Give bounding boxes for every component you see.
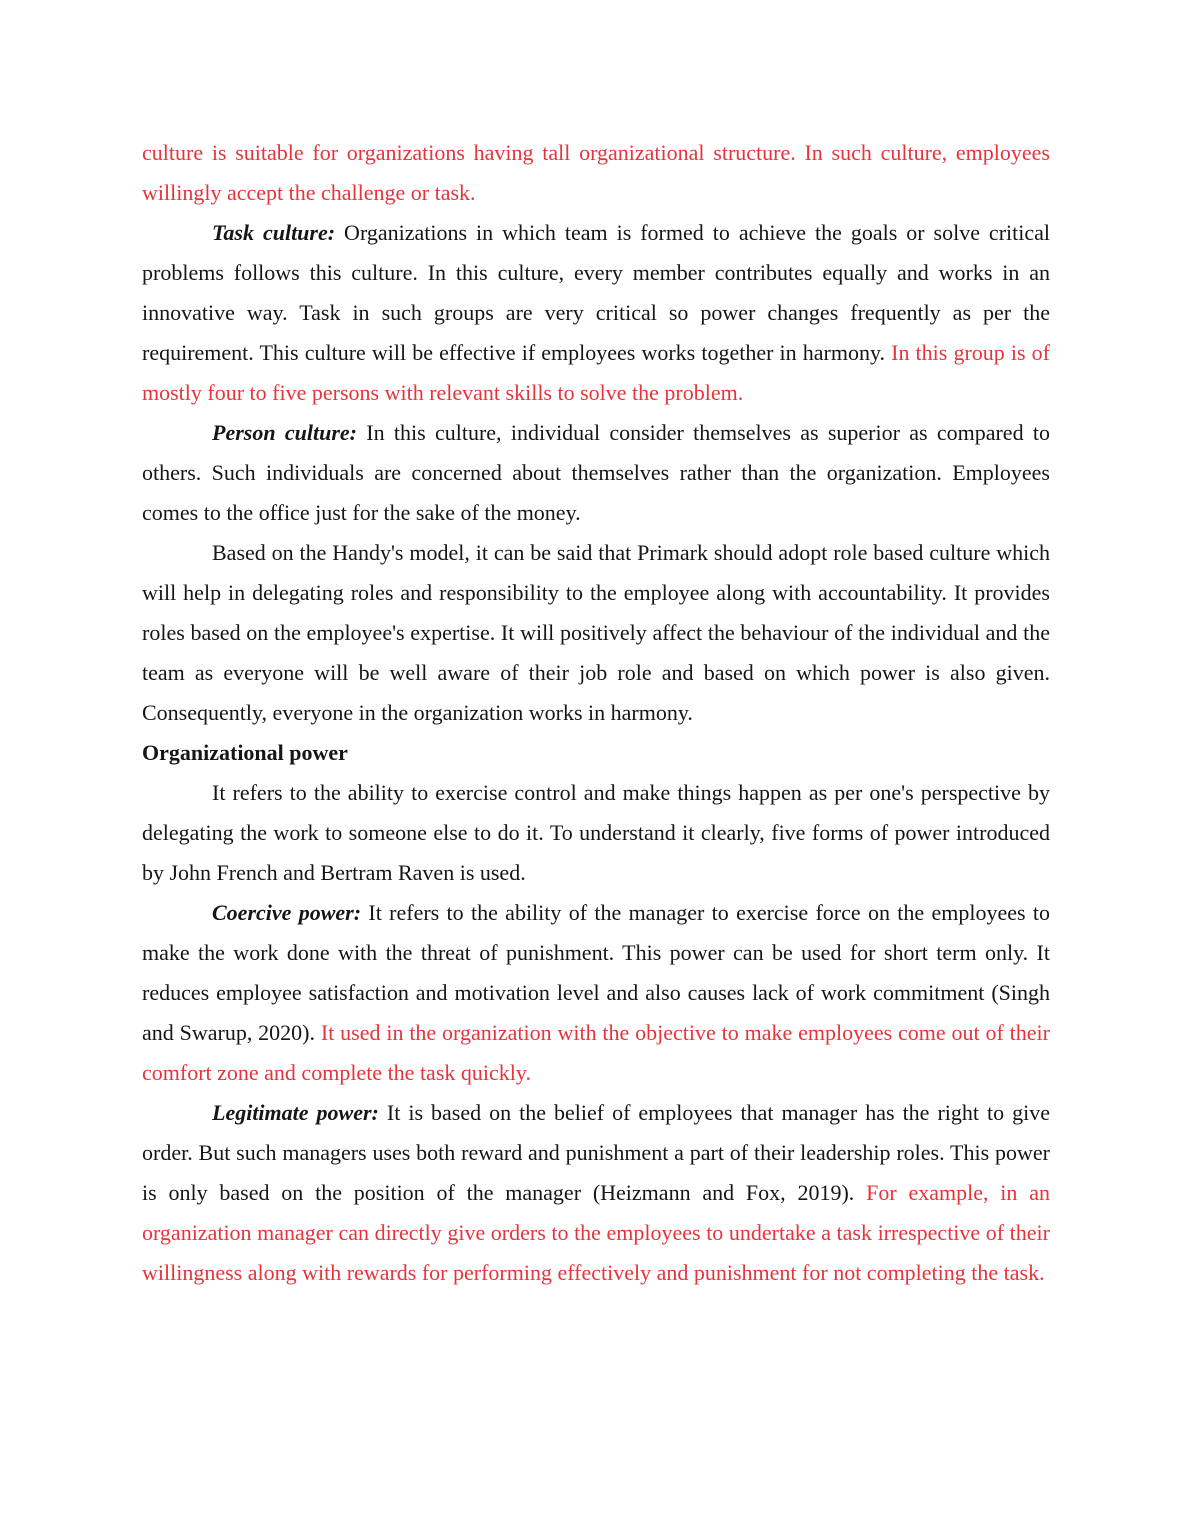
text-segment: Organizational power [142, 740, 348, 765]
highlighted-text-segment: It used in the organization with the objective to make employees come out of their comfort zone and complete the task quickly. [142, 1020, 1050, 1085]
highlighted-text-segment: culture is suitable for organizations having tall organizational structure. In such culture, employees willingly accept the challenge or task. [142, 140, 1050, 205]
text-segment: It refers to the ability of the manager to exercise force on the employees to make the work done with the threat of punishment. This power can be used for short term only. It reduces employee satisfaction and motivation level and also causes lack of work commitment (Singh and Swarup, 2020). [142, 900, 1050, 1045]
term-label-segment: Task culture: [212, 220, 336, 245]
paragraph [142, 213, 1050, 413]
term-label-segment: Coercive power: [212, 900, 362, 925]
highlighted-text-segment: In this group is of mostly four to five persons with relevant skills to solve the problem. [142, 340, 1050, 405]
paragraph [142, 773, 1050, 893]
text-segment: It refers to the ability to exercise control and make things happen as per one's perspective by delegating the work to someone else to do it. To understand it clearly, five forms of power introduced by John French and Bertram Raven is used. [142, 780, 1050, 885]
text-segment: Organizations in which team is formed to achieve the goals or solve critical problems follows this culture. In this culture, every member contributes equally and works in an innovative way. Task in such groups are very critical so power changes frequently as per the requirement. This culture will be effective if employees works together in harmony. [142, 220, 1051, 365]
term-label-segment: Legitimate power: [212, 1100, 379, 1125]
section-heading [142, 733, 1050, 773]
paragraph [142, 413, 1050, 533]
paragraph [142, 1093, 1050, 1293]
term-label-segment: Person culture: [212, 420, 357, 445]
paragraph [142, 133, 1050, 213]
text-segment: It is based on the belief of employees that manager has the right to give order. But such managers uses both reward and punishment a part of their leadership roles. This power is only based on the position of the manager (Heizmann and Fox, 2019). [142, 1100, 1051, 1205]
text-segment: In this culture, individual consider themselves as superior as compared to others. Such individuals are concerned about themselves rather than the organization. Employees comes to the office just for the sake of the money. [142, 420, 1050, 525]
paragraph [142, 533, 1050, 733]
text-segment: Based on the Handy's model, it can be said that Primark should adopt role based culture which will help in delegating roles and responsibility to the employee along with accountability. It provides roles based on the employee's expertise. It will positively affect the behaviour of the individual and the team as everyone will be well aware of their job role and based on which power is also given. Consequently, everyone in the organization works in harmony. [142, 540, 1050, 725]
highlighted-text-segment: For example, in an organization manager can directly give orders to the employees to undertake a task irrespective of their willingness along with rewards for performing effectively and punishment for not completing the task. [142, 1180, 1050, 1285]
paragraph [142, 893, 1050, 1093]
document-body [142, 133, 1050, 1293]
